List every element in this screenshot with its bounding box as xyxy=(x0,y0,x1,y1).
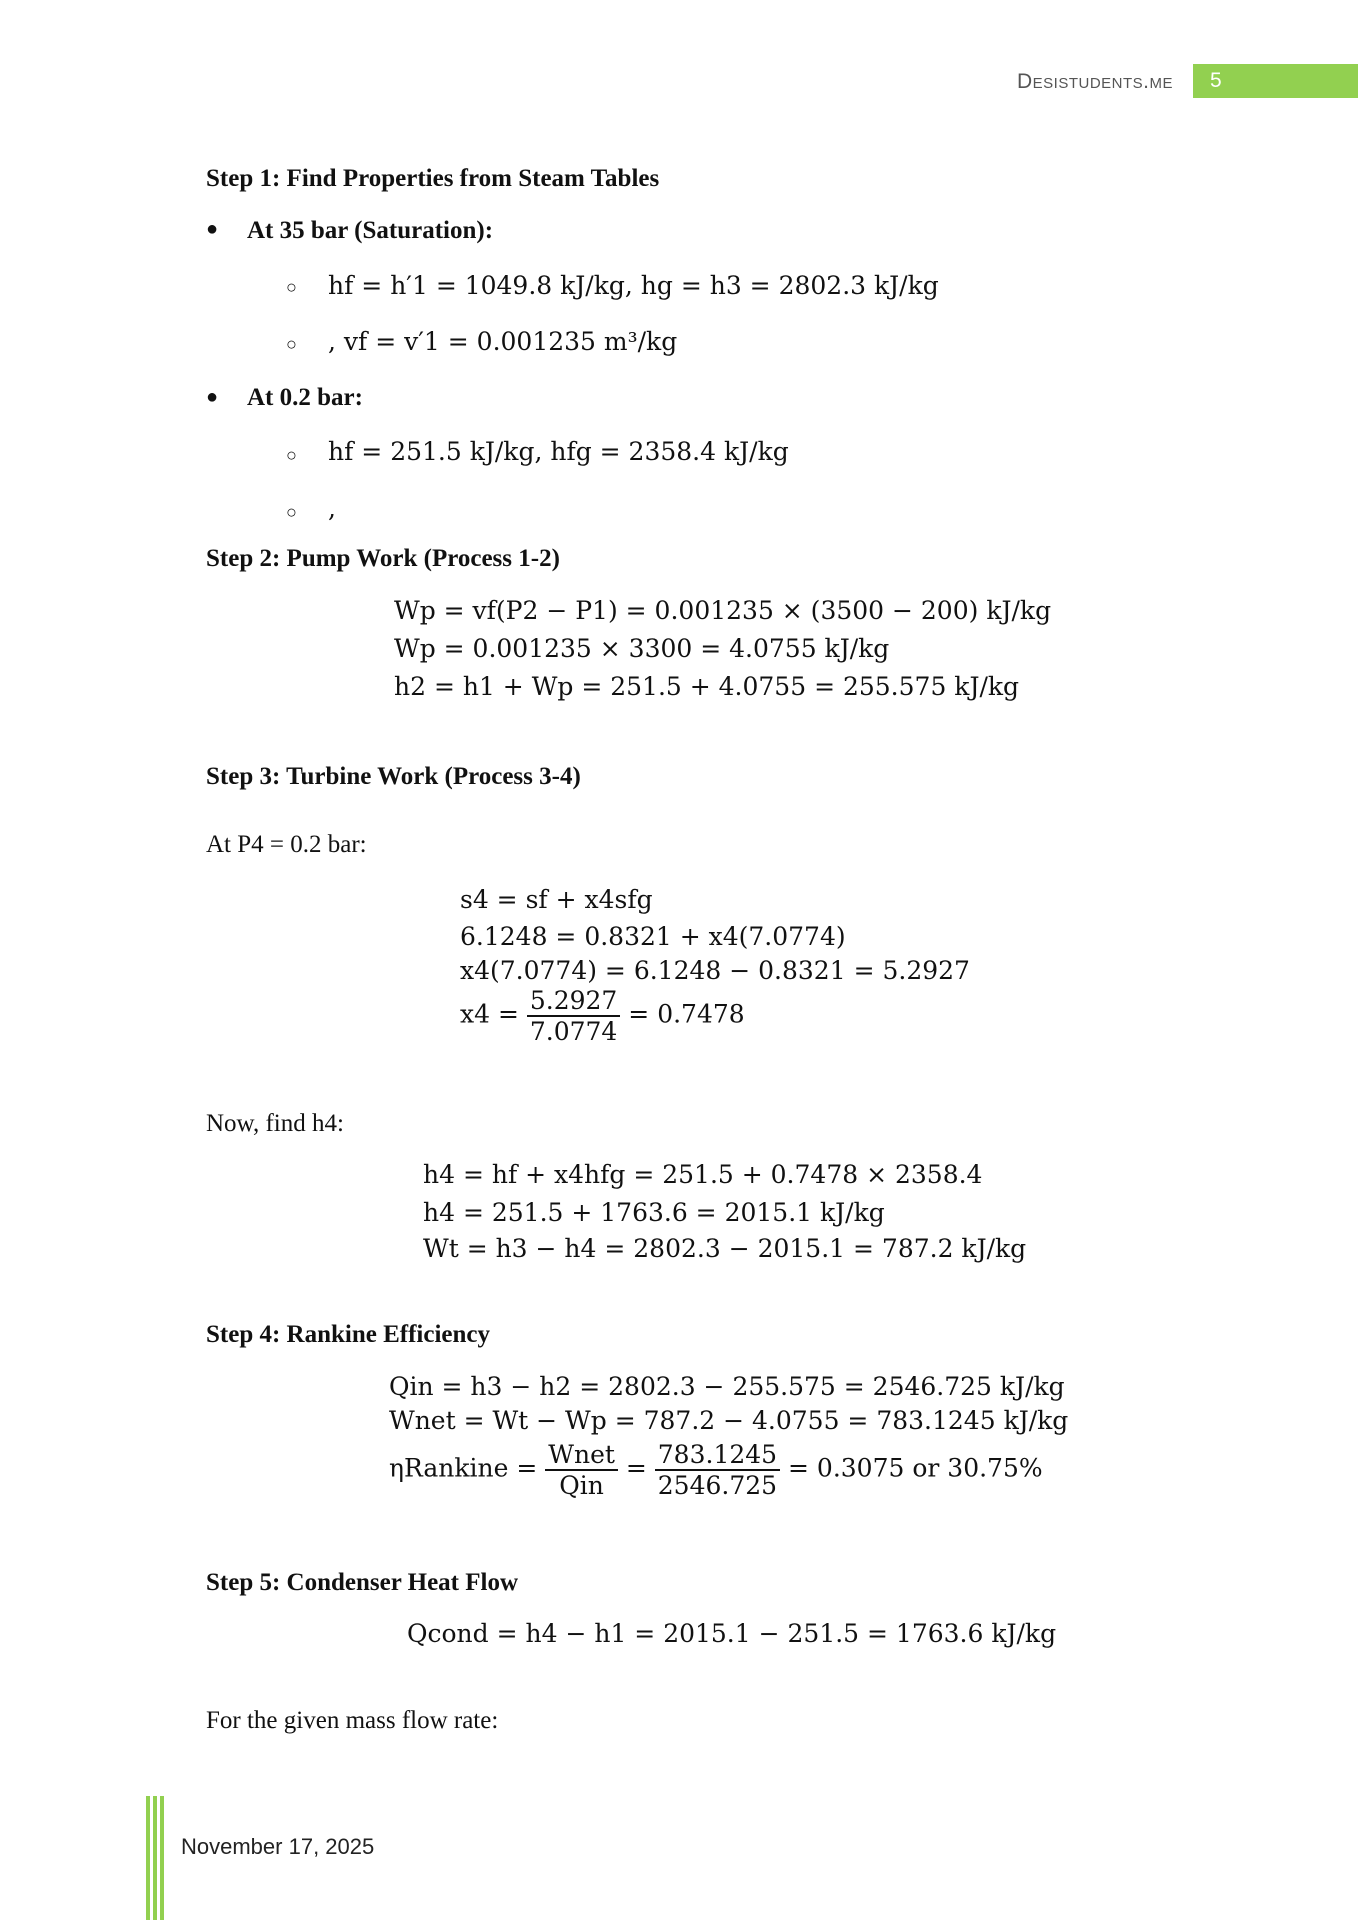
step4-efficiency-numerator-numeric: 783.1245 xyxy=(655,1440,780,1471)
step3-quality-numerator: 5.2927 xyxy=(527,986,620,1017)
step5-eq-qcond: Qcond = h4 − h1 = 2015.1 − 251.5 = 1763.6 kJ/kg xyxy=(407,1619,1057,1648)
step3-eq-h4-result: h4 = 251.5 + 1763.6 = 2015.1 kJ/kg xyxy=(423,1198,885,1227)
step4-efficiency-fraction-symbolic xyxy=(545,1440,618,1500)
step3-eq-h4: h4 = hf + x4hfg = 251.5 + 0.7478 × 2358.4 xyxy=(423,1160,983,1189)
footer-stripe xyxy=(153,1796,157,1920)
step1-35bar-volume: , vf = v′1 = 0.001235 m³/kg xyxy=(328,327,678,356)
step4-efficiency-equals: = xyxy=(625,1453,647,1483)
circle-bullet-icon: ○ xyxy=(286,277,297,297)
step3-intro: At P4 = 0.2 bar: xyxy=(206,831,367,858)
step4-efficiency-result: = 0.3075 or 30.75% xyxy=(788,1453,1043,1483)
footer-stripe xyxy=(146,1796,150,1920)
bullet-icon: ● xyxy=(206,386,219,408)
step4-efficiency-fraction-numeric xyxy=(655,1440,780,1500)
step1-bullet-02bar: At 0.2 bar: xyxy=(247,384,363,411)
step3-quality-rhs: = 0.7478 xyxy=(628,999,745,1029)
step1-bullet-35bar: At 35 bar (Saturation): xyxy=(247,217,494,244)
step3-quality-lhs: x4 = xyxy=(460,999,519,1029)
step4-efficiency-lhs: ηRankine = xyxy=(389,1453,538,1483)
step3-quality-denominator: 7.0774 xyxy=(529,1017,618,1046)
step4-eq-efficiency xyxy=(389,1440,1043,1500)
step2-eq-h2: h2 = h1 + Wp = 251.5 + 4.0755 = 255.575 kJ/kg xyxy=(394,672,1020,701)
step4-efficiency-numerator-symbolic: Wnet xyxy=(545,1440,618,1471)
step4-heading: Step 4: Rankine Efficiency xyxy=(206,1321,491,1348)
page-number: 5 xyxy=(1210,69,1222,92)
circle-bullet-icon: ○ xyxy=(286,445,297,465)
step3-eq-turbine-work: Wt = h3 − h4 = 2802.3 − 2015.1 = 787.2 kJ/kg xyxy=(423,1234,1027,1263)
step1-35bar-enthalpy: hf = h′1 = 1049.8 kJ/kg, hg = h3 = 2802.3 kJ/kg xyxy=(328,271,939,300)
circle-bullet-icon: ○ xyxy=(286,334,297,354)
step3-quality-fraction xyxy=(527,986,620,1046)
step3-find-h4: Now, find h4: xyxy=(206,1110,344,1137)
footer-stripe xyxy=(160,1796,164,1920)
step1-02bar-enthalpy: hf = 251.5 kJ/kg, hfg = 2358.4 kJ/kg xyxy=(328,437,789,466)
step3-heading: Step 3: Turbine Work (Process 3-4) xyxy=(206,763,581,790)
step2-eq-pump-result: Wp = 0.001235 × 3300 = 4.0755 kJ/kg xyxy=(394,634,890,663)
step3-eq-rearrange: x4(7.0774) = 6.1248 − 0.8321 = 5.2927 xyxy=(460,956,970,985)
step4-efficiency-denominator-symbolic: Qin xyxy=(559,1471,604,1500)
bullet-icon: ● xyxy=(206,218,219,240)
step5-heading: Step 5: Condenser Heat Flow xyxy=(206,1569,519,1596)
step4-efficiency-denominator-numeric: 2546.725 xyxy=(657,1471,778,1500)
step2-heading: Step 2: Pump Work (Process 1-2) xyxy=(206,545,560,572)
step2-eq-pump-work: Wp = vf(P2 − P1) = 0.001235 × (3500 − 200) kJ/kg xyxy=(394,596,1052,625)
step4-eq-qin: Qin = h3 − h2 = 2802.3 − 255.575 = 2546.725 kJ/kg xyxy=(389,1372,1065,1401)
step1-heading: Step 1: Find Properties from Steam Tables xyxy=(206,165,660,192)
step3-eq-quality xyxy=(460,986,745,1046)
step4-eq-wnet: Wnet = Wt − Wp = 787.2 − 4.0755 = 783.1245 kJ/kg xyxy=(389,1406,1069,1435)
step1-02bar-blank: , xyxy=(328,494,336,523)
step3-eq-substitute: 6.1248 = 0.8321 + x4(7.0774) xyxy=(460,922,846,951)
footer-date: November 17, 2025 xyxy=(181,1834,375,1859)
site-name: Desistudents.me xyxy=(1017,70,1174,93)
circle-bullet-icon: ○ xyxy=(286,502,297,522)
step5-mass-flow-text: For the given mass flow rate: xyxy=(206,1707,499,1734)
step3-eq-entropy: s4 = sf + x4sfg xyxy=(460,885,653,914)
